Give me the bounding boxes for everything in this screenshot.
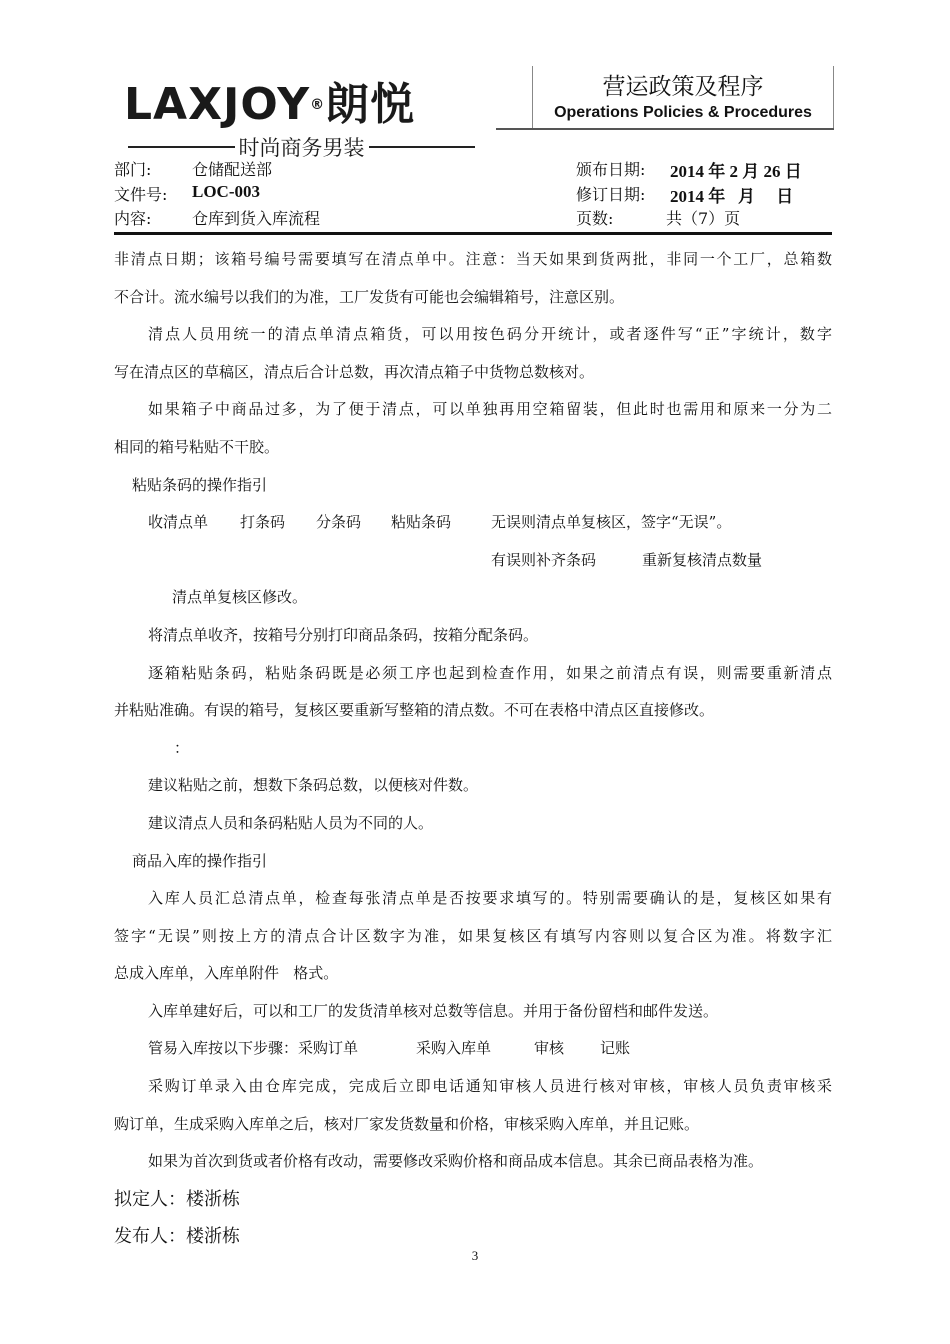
header-rule — [114, 232, 832, 235]
body-line-24: 购订单，生成采购入库单之后，核对厂家发货数量和价格，审核采购入库单，并且记账。 — [114, 1114, 700, 1133]
logo-wordmark — [124, 80, 415, 130]
doc-number-value: LOC-003 — [192, 182, 260, 201]
page-count-value: 共（7）页 — [666, 209, 741, 228]
issue-date-label: 颁布日期: — [576, 160, 646, 179]
flow-step-print-barcode: 打条码 — [240, 513, 286, 532]
issue-date-value: 2014 年 2 月 26 日 — [670, 162, 802, 181]
body-line-5: 如果箱子中商品过多，为了便于清点，可以单独再用空箱留装，但此时也需用和原来一分为二 — [148, 400, 832, 419]
flow-step-paste-barcode: 粘贴条码 — [391, 513, 452, 532]
body-line-10: 清点单复核区修改。 — [172, 588, 308, 607]
revision-date-value: 2014 年 月 日 — [670, 187, 794, 206]
body-line-11: 将清点单收齐，按箱号分别打印商品条码，按箱分配条码。 — [148, 625, 539, 644]
section-heading-barcode: 粘贴条码的操作指引 — [132, 475, 268, 494]
section-heading-stock-in: 商品入库的操作指引 — [132, 851, 268, 870]
publisher-signature: 发布人：楼浙栋 — [114, 1225, 240, 1247]
body-line-15: 建议粘贴之前，想数下条码总数，以便核对件数。 — [148, 776, 479, 795]
body-line-13: 并粘贴准确。有误的箱号，复核区要重新写整箱的清点数。不可在表格中清点区直接修改。 — [114, 701, 715, 720]
drafter-signature: 拟定人：楼浙栋 — [114, 1188, 240, 1210]
doc-number-label: 文件号: — [114, 185, 168, 204]
flow-step-recheck: 重新复核清点数量 — [642, 550, 763, 569]
logo-registered-mark: ® — [310, 97, 326, 113]
dept-label: 部门: — [114, 160, 152, 179]
logo-right-line — [369, 146, 476, 148]
logo-left-line — [128, 146, 235, 148]
body-line-14: ： — [174, 738, 190, 757]
header-underline — [496, 128, 834, 130]
body-line-18: 入库人员汇总清点单，检查每张清点单是否按要求填写的。特别需要确认的是，复核区如果有 — [148, 889, 832, 908]
flow-step-error-fill: 有误则补齐条码 — [491, 550, 597, 569]
body-line-6: 相同的箱号粘贴不干胶。 — [114, 437, 280, 456]
header-title-cn: 营运政策及程序 — [602, 74, 764, 100]
body-line-21: 入库单建好后，可以和工厂的发货清单核对总数等信息。并用于备份留档和邮件发送。 — [148, 1001, 719, 1020]
logo-tagline-row — [124, 132, 479, 162]
page-count-label: 页数: — [576, 209, 614, 228]
header-title-block — [496, 66, 834, 130]
header-title-en: Operations Policies & Procedures — [554, 104, 812, 121]
body-line-20: 总成入库单，入库单附件 格式。 — [114, 964, 339, 983]
barcode-flow-row-2 — [114, 542, 832, 580]
logo-brand-cn: 朗悦 — [325, 79, 416, 130]
body-line-23: 采购订单录入由仓库完成，完成后立即电话通知审核人员进行核对审核，审核人员负责审核采 — [148, 1077, 832, 1096]
body-line-12: 逐箱粘贴条码，粘贴条码既是必须工序也起到检查作用，如果之前清点有误，则需要重新清点 — [148, 663, 832, 682]
revision-date-label: 修订日期: — [576, 185, 646, 204]
company-logo — [124, 80, 484, 162]
body-line-1: 非清点日期；该箱号编号需要填写在清点单中。注意：当天如果到货两批，非同一个工厂，总箱数 — [114, 250, 832, 268]
body-line-16: 建议清点人员和条码粘贴人员为不同的人。 — [148, 813, 434, 832]
body-line-3: 清点人员用统一的清点单清点箱货，可以用按色码分开统计，或者逐件写“正”字统计，数字 — [148, 325, 832, 344]
step-review: 审核 — [534, 1039, 565, 1058]
body-line-2: 不合计。流水编号以我们的为准，工厂发货有可能也会编辑箱号，注意区别。 — [114, 287, 625, 306]
content-label: 内容: — [114, 209, 152, 228]
flow-step-split-barcode: 分条码 — [316, 513, 362, 532]
step-purchase-order: 管易入库按以下步骤：采购订单 — [148, 1039, 359, 1058]
flow-step-receive-list: 收清点单 — [148, 513, 209, 532]
body-line-19: 签字“无误”则按上方的清点合计区数字为准，如果复核区有填写内容则以复合区为准。将数字汇 — [114, 926, 832, 945]
logo-brand-en: LAXJOY — [124, 79, 311, 130]
stock-in-steps-row — [114, 1030, 832, 1068]
step-bookkeeping: 记账 — [600, 1039, 631, 1058]
body-line-4: 写在清点区的草稿区，清点后合计总数，再次清点箱子中货物总数核对。 — [114, 362, 595, 381]
step-purchase-receipt: 采购入库单 — [416, 1039, 492, 1058]
logo-tagline: 时尚商务男装 — [238, 136, 365, 160]
dept-value: 仓储配送部 — [192, 160, 273, 179]
document-body — [114, 241, 832, 1255]
barcode-flow-row-1 — [114, 504, 832, 542]
page-number: 3 — [471, 1248, 479, 1263]
flow-step-no-error: 无误则清点单复核区，签字“无误”。 — [491, 513, 732, 532]
content-value: 仓库到货入库流程 — [192, 209, 321, 228]
body-line-25: 如果为首次到货或者价格有改动，需要修改采购价格和商品成本信息。其余已商品表格为准。 — [148, 1152, 764, 1171]
